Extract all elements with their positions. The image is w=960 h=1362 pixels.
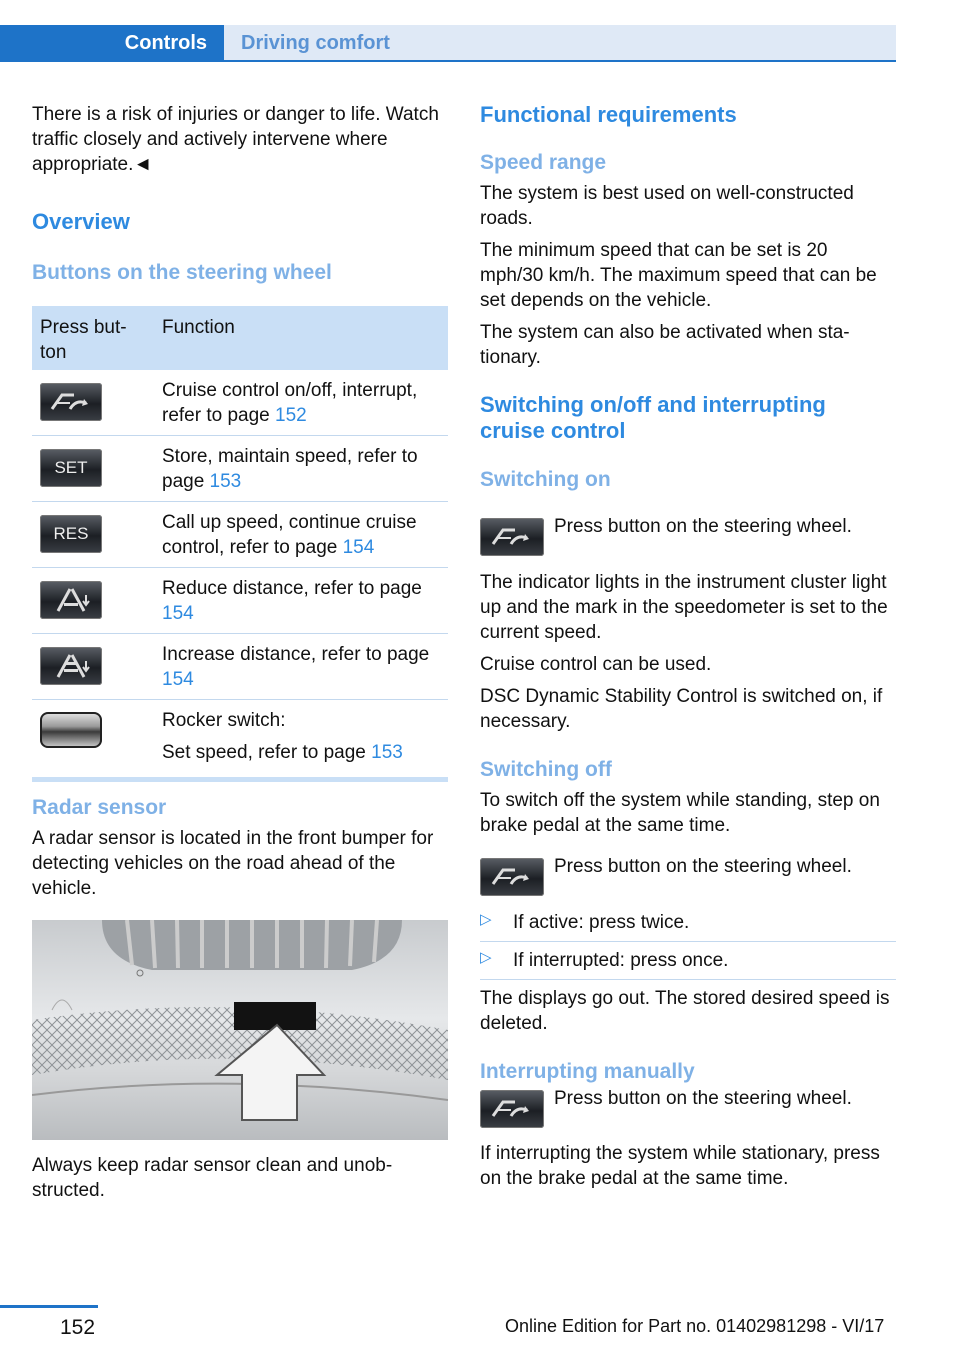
radar-note-block <box>32 1153 448 1203</box>
header-divider <box>0 60 896 62</box>
press-button-text: Press button on the steering wheel. <box>554 856 852 877</box>
speed-para-2: The minimum speed that can be set is 20 mph/30 km/h. The maximum speed that can be set depends on the vehicle. <box>480 240 877 311</box>
cruise-control-icon <box>480 858 544 896</box>
interrupting-body <box>480 1141 896 1191</box>
increase-distance-icon <box>40 647 102 685</box>
speed-para-3: The system can also be activated when sta-tionary. <box>480 322 850 368</box>
switching-off-heading: Switching off <box>480 758 612 781</box>
row-text: Cruise control on/off, interrupt, refer to page 152 <box>162 380 418 426</box>
row-text: Reduce distance, refer to page 154 <box>162 578 422 624</box>
on-para-1: The indicator lights in the instrument cluster light up and the mark in the speedometer is set to the current speed. <box>480 572 888 643</box>
left-column <box>32 102 448 285</box>
page-link[interactable]: 152 <box>275 405 307 426</box>
functional-requirements-heading: Functional requirements <box>480 102 737 127</box>
page-number: 152 <box>60 1316 96 1339</box>
on-para-3: DSC Dynamic Stability Control is switched on, if necessary. <box>480 686 883 732</box>
bullet-triangle-icon: ▷ <box>480 911 492 928</box>
page-link[interactable]: 154 <box>342 537 375 558</box>
bullet-text: If interrupted: press once. <box>513 950 729 971</box>
intro-warning: There is a risk of injuries or danger to life. Watch traffic closely and actively intervene where appropriate.◄ <box>32 104 439 175</box>
rocker-switch-icon <box>40 712 102 748</box>
row-text: Increase distance, refer to page 154 <box>162 644 430 690</box>
row-text: Rocker switch: Set speed, refer to page 153 <box>162 710 403 763</box>
page-link[interactable]: 153 <box>209 471 242 492</box>
row-text: Call up speed, continue cruise control, refer to page 154 <box>162 512 417 558</box>
cruise-control-icon <box>480 1090 544 1128</box>
cruise-control-icon <box>40 383 102 421</box>
right-column <box>480 102 896 492</box>
radar-sensor-illustration <box>32 920 448 1140</box>
tab-controls-label: Controls <box>124 31 207 54</box>
set-button-icon: SET <box>40 449 102 487</box>
interrupting-heading: Interrupting manually <box>480 1060 695 1083</box>
switching-heading: Switching on/off and interrupting cruise control <box>480 392 826 443</box>
tab-controls[interactable] <box>0 25 224 61</box>
cruise-control-icon <box>480 518 544 556</box>
table-row <box>32 436 448 502</box>
list-item <box>480 948 896 980</box>
press-button-text: Press button on the steering wheel. <box>554 516 852 537</box>
radar-section <box>32 796 448 901</box>
footer-rule <box>0 1305 98 1308</box>
speed-range-heading: Speed range <box>480 151 607 174</box>
buttons-heading: Buttons on the steering wheel <box>32 261 332 284</box>
col-function: Function <box>162 317 235 338</box>
page-link[interactable]: 153 <box>371 742 403 763</box>
table-row <box>32 634 448 700</box>
buttons-table <box>32 306 448 782</box>
switching-on-body <box>480 570 896 838</box>
table-row <box>32 568 448 634</box>
radar-note: Always keep radar sensor clean and unob-structed. <box>32 1155 393 1201</box>
off-para-1: To switch off the system while standing, step on brake pedal at the same time. <box>480 790 880 836</box>
edition-text: Online Edition for Part no. 01402981298 - VI/17 <box>505 1316 885 1336</box>
page-link[interactable]: 154 <box>162 603 194 624</box>
radar-text: A radar sensor is located in the front bumper for detecting vehicles on the road ahead of the vehicle. <box>32 828 434 899</box>
table-row <box>32 502 448 568</box>
switching-off-body <box>480 910 896 1084</box>
list-item <box>480 910 896 942</box>
table-row <box>32 370 448 436</box>
speed-para-1: The system is best used on well-constructed roads. <box>480 183 854 229</box>
row-text: Store, maintain speed, refer to page 153 <box>162 446 418 492</box>
tab-driving-comfort[interactable] <box>224 25 896 61</box>
reduce-distance-icon <box>40 581 102 619</box>
table-row <box>32 700 448 774</box>
on-para-2: Cruise control can be used. <box>480 654 712 675</box>
page-link[interactable]: 154 <box>162 669 194 690</box>
bullet-text: If active: press twice. <box>513 912 690 933</box>
int-para-1: If interrupting the system while stationary, press on the brake pedal at the same time. <box>480 1143 880 1189</box>
table-footer-rule <box>32 777 448 782</box>
table-header <box>32 306 448 370</box>
col-press-button: Press but- ton <box>40 317 127 363</box>
press-button-text: Press button on the steering wheel. <box>554 1088 852 1109</box>
overview-heading: Overview <box>32 209 130 234</box>
off-para-2: The displays go out. The stored desired speed is deleted. <box>480 988 890 1034</box>
tab-driving-label: Driving comfort <box>241 31 390 54</box>
bullet-triangle-icon: ▷ <box>480 949 492 966</box>
res-button-icon: RES <box>40 515 102 553</box>
radar-heading: Radar sensor <box>32 796 167 819</box>
switching-on-heading: Switching on <box>480 468 611 491</box>
